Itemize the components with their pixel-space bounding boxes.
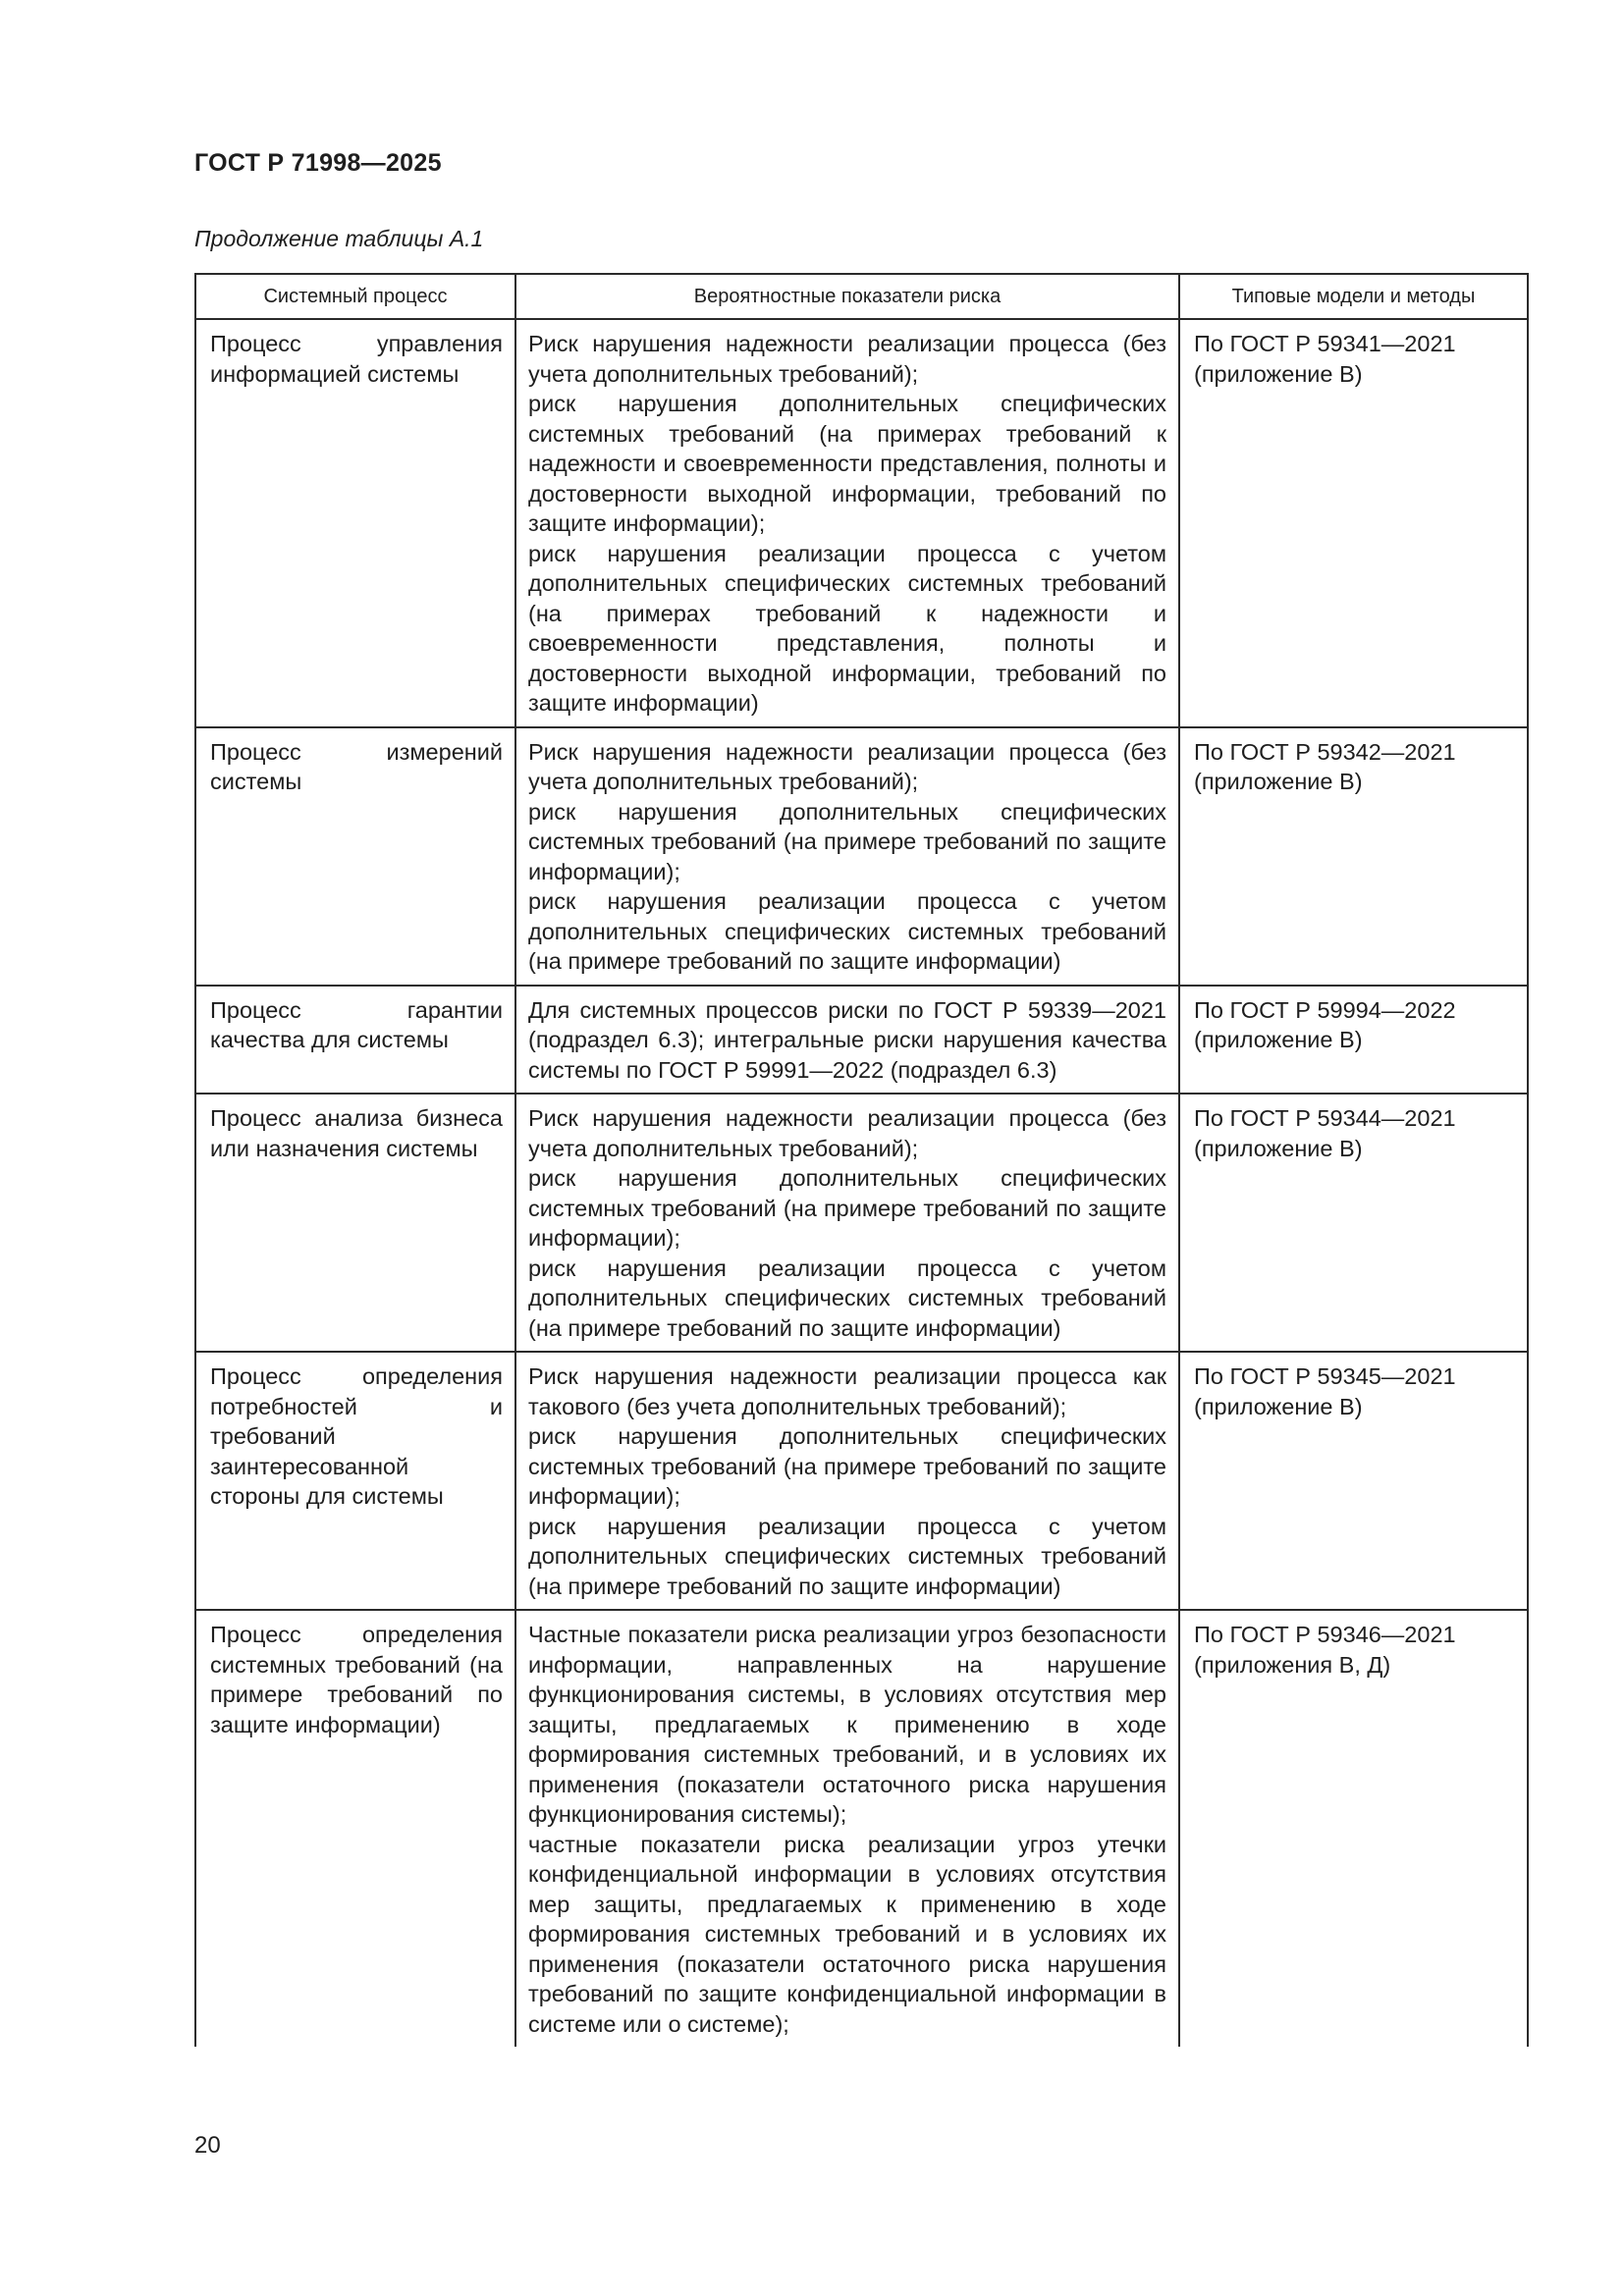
risk-item: риск нарушения реализации процесса с учетом дополнительных специфических системных требований (на примере требований по защите информации) [528, 1513, 1166, 1599]
risk-item: риск нарушения реализации процесса с учетом дополнительных специфических системных требований (на примерах требований к надежности и своевременности представления, полноты и достоверности выходной информации, требований по защите информации) [528, 540, 1166, 716]
method-cell: По ГОСТ Р 59994—2022 (приложение В) [1179, 986, 1528, 1095]
risk-table [194, 273, 1529, 2047]
column-header-process: Системный процесс [195, 274, 515, 319]
table-row [195, 1610, 1528, 2047]
risk-cell [515, 319, 1179, 727]
process-cell: Процесс измерений системы [195, 727, 515, 986]
table-caption: Продолжение таблицы А.1 [194, 226, 484, 251]
risk-item: Риск нарушения надежности реализации процесса как такового (без учета дополнительных требований); [528, 1363, 1166, 1419]
table-row [195, 1094, 1528, 1352]
risk-item: риск нарушения дополнительных специфических системных требований (на примере требований по защите информации); [528, 1165, 1166, 1251]
process-cell: Процесс гарантии качества для системы [195, 986, 515, 1095]
column-header-risk-indicators: Вероятностные показатели риска [515, 274, 1179, 319]
process-cell: Процесс анализа бизнеса или назначения системы [195, 1094, 515, 1352]
column-header-models-methods: Типовые модели и методы [1179, 274, 1528, 319]
table-row [195, 1352, 1528, 1610]
process-cell: Процесс определения системных требований (на примере требований по защите информации) [195, 1610, 515, 2047]
risk-cell [515, 1094, 1179, 1352]
risk-item: риск нарушения дополнительных специфических системных требований (на примере требований по защите информации); [528, 798, 1166, 884]
risk-cell [515, 727, 1179, 986]
risk-item: риск нарушения дополнительных специфических системных требований (на примерах требований к надежности и своевременности представления, полноты и достоверности выходной информации, требований по защите информации); [528, 391, 1166, 536]
risk-item: Риск нарушения надежности реализации процесса (без учета дополнительных требований); [528, 331, 1166, 387]
risk-item: риск нарушения реализации процесса с учетом дополнительных специфических системных требований (на примере требований по защите информации) [528, 888, 1166, 974]
risk-item: Для системных процессов риски по ГОСТ Р 59339—2021 (подраздел 6.3); интегральные риски нарушения качества системы по ГОСТ Р 59991—2022 (подраздел 6.3) [528, 996, 1166, 1083]
risk-item: риск нарушения реализации процесса с учетом дополнительных специфических системных требований (на примере требований по защите информации) [528, 1255, 1166, 1341]
risk-cell [515, 1352, 1179, 1610]
risk-cell [515, 986, 1179, 1095]
risk-item: Риск нарушения надежности реализации процесса (без учета дополнительных требований); [528, 738, 1166, 794]
risk-cell [515, 1610, 1179, 2047]
risk-item: Риск нарушения надежности реализации процесса (без учета дополнительных требований); [528, 1105, 1166, 1161]
table-row [195, 319, 1528, 727]
table-row [195, 727, 1528, 986]
process-cell: Процесс управления информацией системы [195, 319, 515, 727]
document-header: ГОСТ Р 71998—2025 [194, 149, 442, 177]
risk-item: риск нарушения дополнительных специфических системных требований (на примере требований по защите информации); [528, 1423, 1166, 1509]
risk-item: Частные показатели риска реализации угроз безопасности информации, направленных на нарушение функционирования системы, в условиях отсутствия мер защиты, предлагаемых к применению в ходе формирования системных требований, и в условиях их применения (показатели остаточного риска нарушения функционирования системы); [528, 1622, 1166, 1827]
method-cell: По ГОСТ Р 59346—2021 (приложения В, Д) [1179, 1610, 1528, 2047]
risk-item: частные показатели риска реализации угроз утечки конфиденциальной информации в условиях отсутствия мер защиты, предлагаемых к применению в ходе формирования системных требований и в условиях их применения (показатели остаточного риска нарушения требований по защите конфиденциальной информации в системе или о системе); [528, 1831, 1166, 2037]
method-cell: По ГОСТ Р 59341—2021 (приложение В) [1179, 319, 1528, 727]
page-number: 20 [194, 2132, 221, 2159]
method-cell: По ГОСТ Р 59342—2021 (приложение В) [1179, 727, 1528, 986]
process-cell: Процесс определения потребностей и требований заинтересованной стороны для системы [195, 1352, 515, 1610]
table-body [195, 319, 1528, 2047]
method-cell: По ГОСТ Р 59345—2021 (приложение В) [1179, 1352, 1528, 1610]
table-row [195, 986, 1528, 1095]
table-header [195, 274, 1528, 319]
header-row [195, 274, 1528, 319]
method-cell: По ГОСТ Р 59344—2021 (приложение В) [1179, 1094, 1528, 1352]
